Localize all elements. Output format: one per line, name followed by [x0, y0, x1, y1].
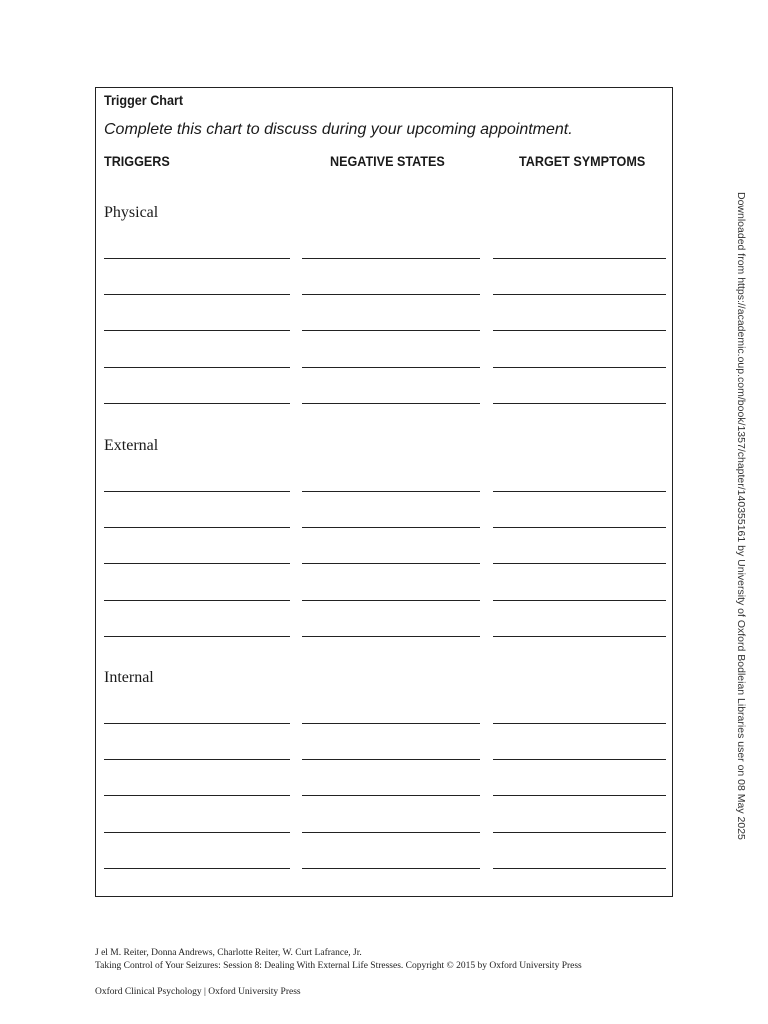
- write-in-line: [104, 723, 290, 724]
- column-header-triggers: TRIGGERS: [104, 153, 170, 169]
- write-in-line: [104, 258, 290, 259]
- write-in-line: [104, 636, 290, 637]
- write-in-line: [302, 832, 480, 833]
- write-in-line: [493, 636, 666, 637]
- section-label-external: External: [104, 437, 159, 454]
- chart-title: Trigger Chart: [104, 92, 184, 108]
- write-in-line: [493, 795, 666, 796]
- write-in-line: [493, 330, 666, 331]
- write-in-line: [302, 527, 480, 528]
- write-in-line: [493, 759, 666, 760]
- write-in-line: [302, 759, 480, 760]
- write-in-line: [302, 723, 480, 724]
- write-in-line: [104, 759, 290, 760]
- write-in-line: [493, 563, 666, 564]
- write-in-line: [104, 527, 290, 528]
- write-in-line: [493, 294, 666, 295]
- write-in-line: [104, 294, 290, 295]
- write-in-line: [302, 563, 480, 564]
- write-in-line: [493, 491, 666, 492]
- write-in-line: [302, 258, 480, 259]
- write-in-line: [104, 600, 290, 601]
- section-label-physical: Physical: [104, 204, 159, 221]
- write-in-line: [104, 832, 290, 833]
- column-header-target-symptoms: TARGET SYMPTOMS: [519, 153, 646, 169]
- download-watermark-text: Downloaded from https://academic.oup.com/book/1357/chapter/140355161 by University of Oxford Bodleian Libraries user on 08 May 2025: [735, 192, 747, 840]
- write-in-line: [302, 294, 480, 295]
- write-in-line: [302, 403, 480, 404]
- footer-authors: J el M. Reiter, Donna Andrews, Charlotte Reiter, W. Curt Lafrance, Jr.: [95, 948, 362, 958]
- write-in-line: [104, 403, 290, 404]
- write-in-line: [302, 600, 480, 601]
- footer-citation: Taking Control of Your Seizures: Session 8: Dealing With External Life Stresses. Copyright © 2015 by Oxford University Press: [95, 961, 582, 971]
- write-in-line: [302, 868, 480, 869]
- write-in-line: [302, 795, 480, 796]
- footer-publisher: Oxford Clinical Psychology | Oxford University Press: [95, 987, 301, 997]
- write-in-line: [493, 832, 666, 833]
- write-in-line: [493, 723, 666, 724]
- write-in-line: [493, 258, 666, 259]
- chart-instructions: Complete this chart to discuss during your upcoming appointment.: [104, 121, 573, 138]
- write-in-line: [104, 795, 290, 796]
- write-in-line: [493, 367, 666, 368]
- column-header-negative-states: NEGATIVE STATES: [330, 153, 445, 169]
- write-in-line: [104, 491, 290, 492]
- write-in-line: [302, 636, 480, 637]
- write-in-line: [104, 367, 290, 368]
- write-in-line: [302, 491, 480, 492]
- write-in-line: [302, 367, 480, 368]
- write-in-line: [302, 330, 480, 331]
- write-in-line: [493, 403, 666, 404]
- section-label-internal: Internal: [104, 669, 154, 686]
- write-in-line: [493, 527, 666, 528]
- write-in-line: [493, 868, 666, 869]
- trigger-chart: [95, 87, 673, 897]
- write-in-line: [104, 330, 290, 331]
- write-in-line: [104, 563, 290, 564]
- write-in-line: [104, 868, 290, 869]
- write-in-line: [493, 600, 666, 601]
